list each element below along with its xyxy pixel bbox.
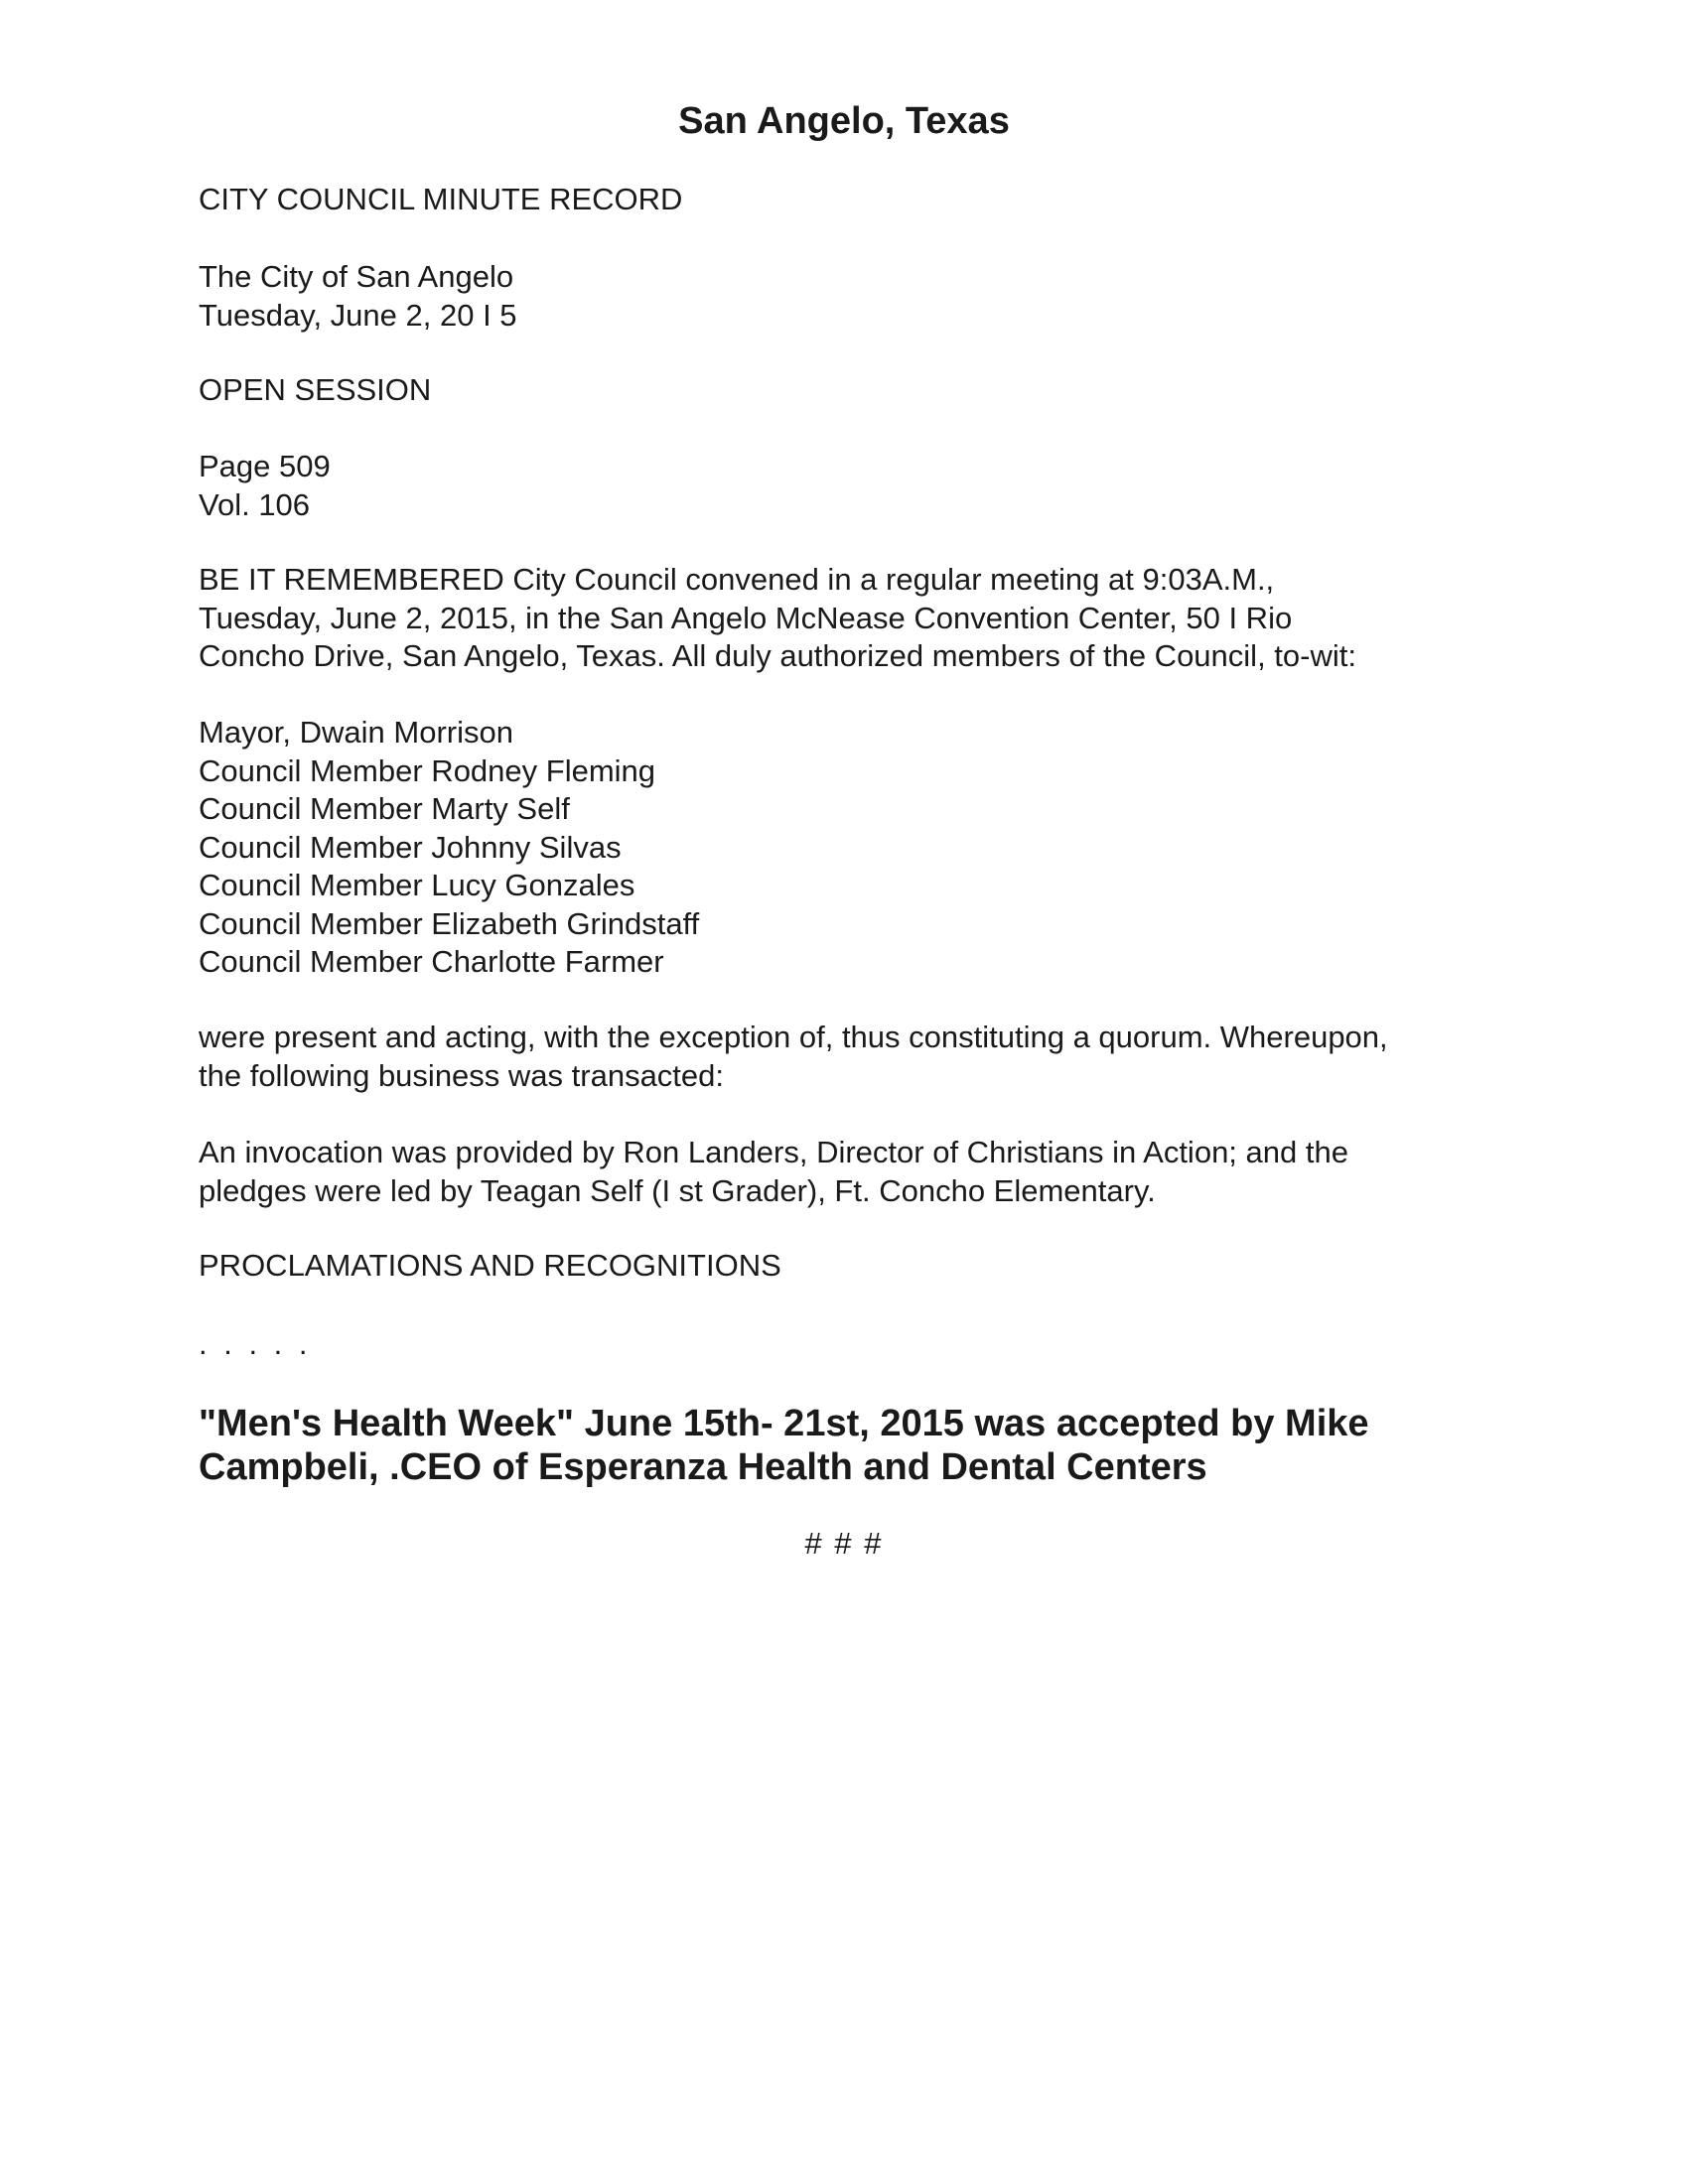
remembered-paragraph (199, 561, 1489, 676)
headline-line: "Men's Health Week" June 15th- 21st, 2015 was accepted by Mike (199, 1403, 1369, 1444)
paragraph-line: pledges were led by Teagan Self (I st Grader), Ft. Concho Elementary. (199, 1172, 1156, 1208)
proclamations-heading (199, 1247, 1489, 1286)
members-list (199, 714, 1489, 982)
page-number: Page 509 (199, 449, 331, 483)
ellipsis-text: . . . . . (199, 1326, 312, 1361)
member-item: Council Member Lucy Gonzales (199, 868, 635, 902)
member-item: Council Member Marty Self (199, 791, 570, 826)
paragraph-line: BE IT REMEMBERED City Council convened in a regular meeting at 9:03A.M., (199, 562, 1275, 597)
member-item: Council Member Charlotte Farmer (199, 944, 664, 979)
page-title: San Angelo, Texas (678, 100, 1010, 142)
paragraph-line: were present and acting, with the exception of, thus constituting a quorum. Whereupon, (199, 1020, 1388, 1054)
proclamation-headline (199, 1402, 1489, 1489)
invocation-paragraph (199, 1134, 1489, 1210)
ellipsis-separator (199, 1325, 1489, 1364)
paragraph-line: Tuesday, June 2, 2015, in the San Angelo McNease Convention Center, 50 I Rio (199, 600, 1293, 635)
city-name: The City of San Angelo (199, 259, 514, 294)
record-title-text: CITY COUNCIL MINUTE RECORD (199, 182, 683, 216)
volume-number: Vol. 106 (199, 486, 311, 522)
member-item: Council Member Rodney Fleming (199, 752, 656, 788)
member-mayor: Mayor, Dwain Morrison (199, 715, 513, 750)
session-heading (199, 371, 1489, 410)
end-mark: # # # (804, 1526, 884, 1561)
proclamations-heading-text: PROCLAMATIONS AND RECOGNITIONS (199, 1248, 781, 1283)
member-item: Council Member Johnny Silvas (199, 829, 622, 865)
paragraph-line: Concho Drive, San Angelo, Texas. All duly authorized members of the Council, to-wit: (199, 638, 1356, 673)
record-title (199, 181, 1489, 219)
meeting-date: Tuesday, June 2, 20 I 5 (199, 297, 517, 333)
headline-line: Campbeli, .CEO of Esperanza Health and Dental Centers (199, 1446, 1207, 1488)
quorum-paragraph (199, 1019, 1489, 1095)
page-info (199, 448, 1489, 524)
paragraph-line: An invocation was provided by Ron Landers, Director of Christians in Action; and the (199, 1135, 1348, 1169)
paragraph-line: the following business was transacted: (199, 1057, 725, 1093)
session-text: OPEN SESSION (199, 372, 432, 407)
city-block (199, 258, 1489, 335)
member-item: Council Member Elizabeth Grindstaff (199, 905, 700, 941)
